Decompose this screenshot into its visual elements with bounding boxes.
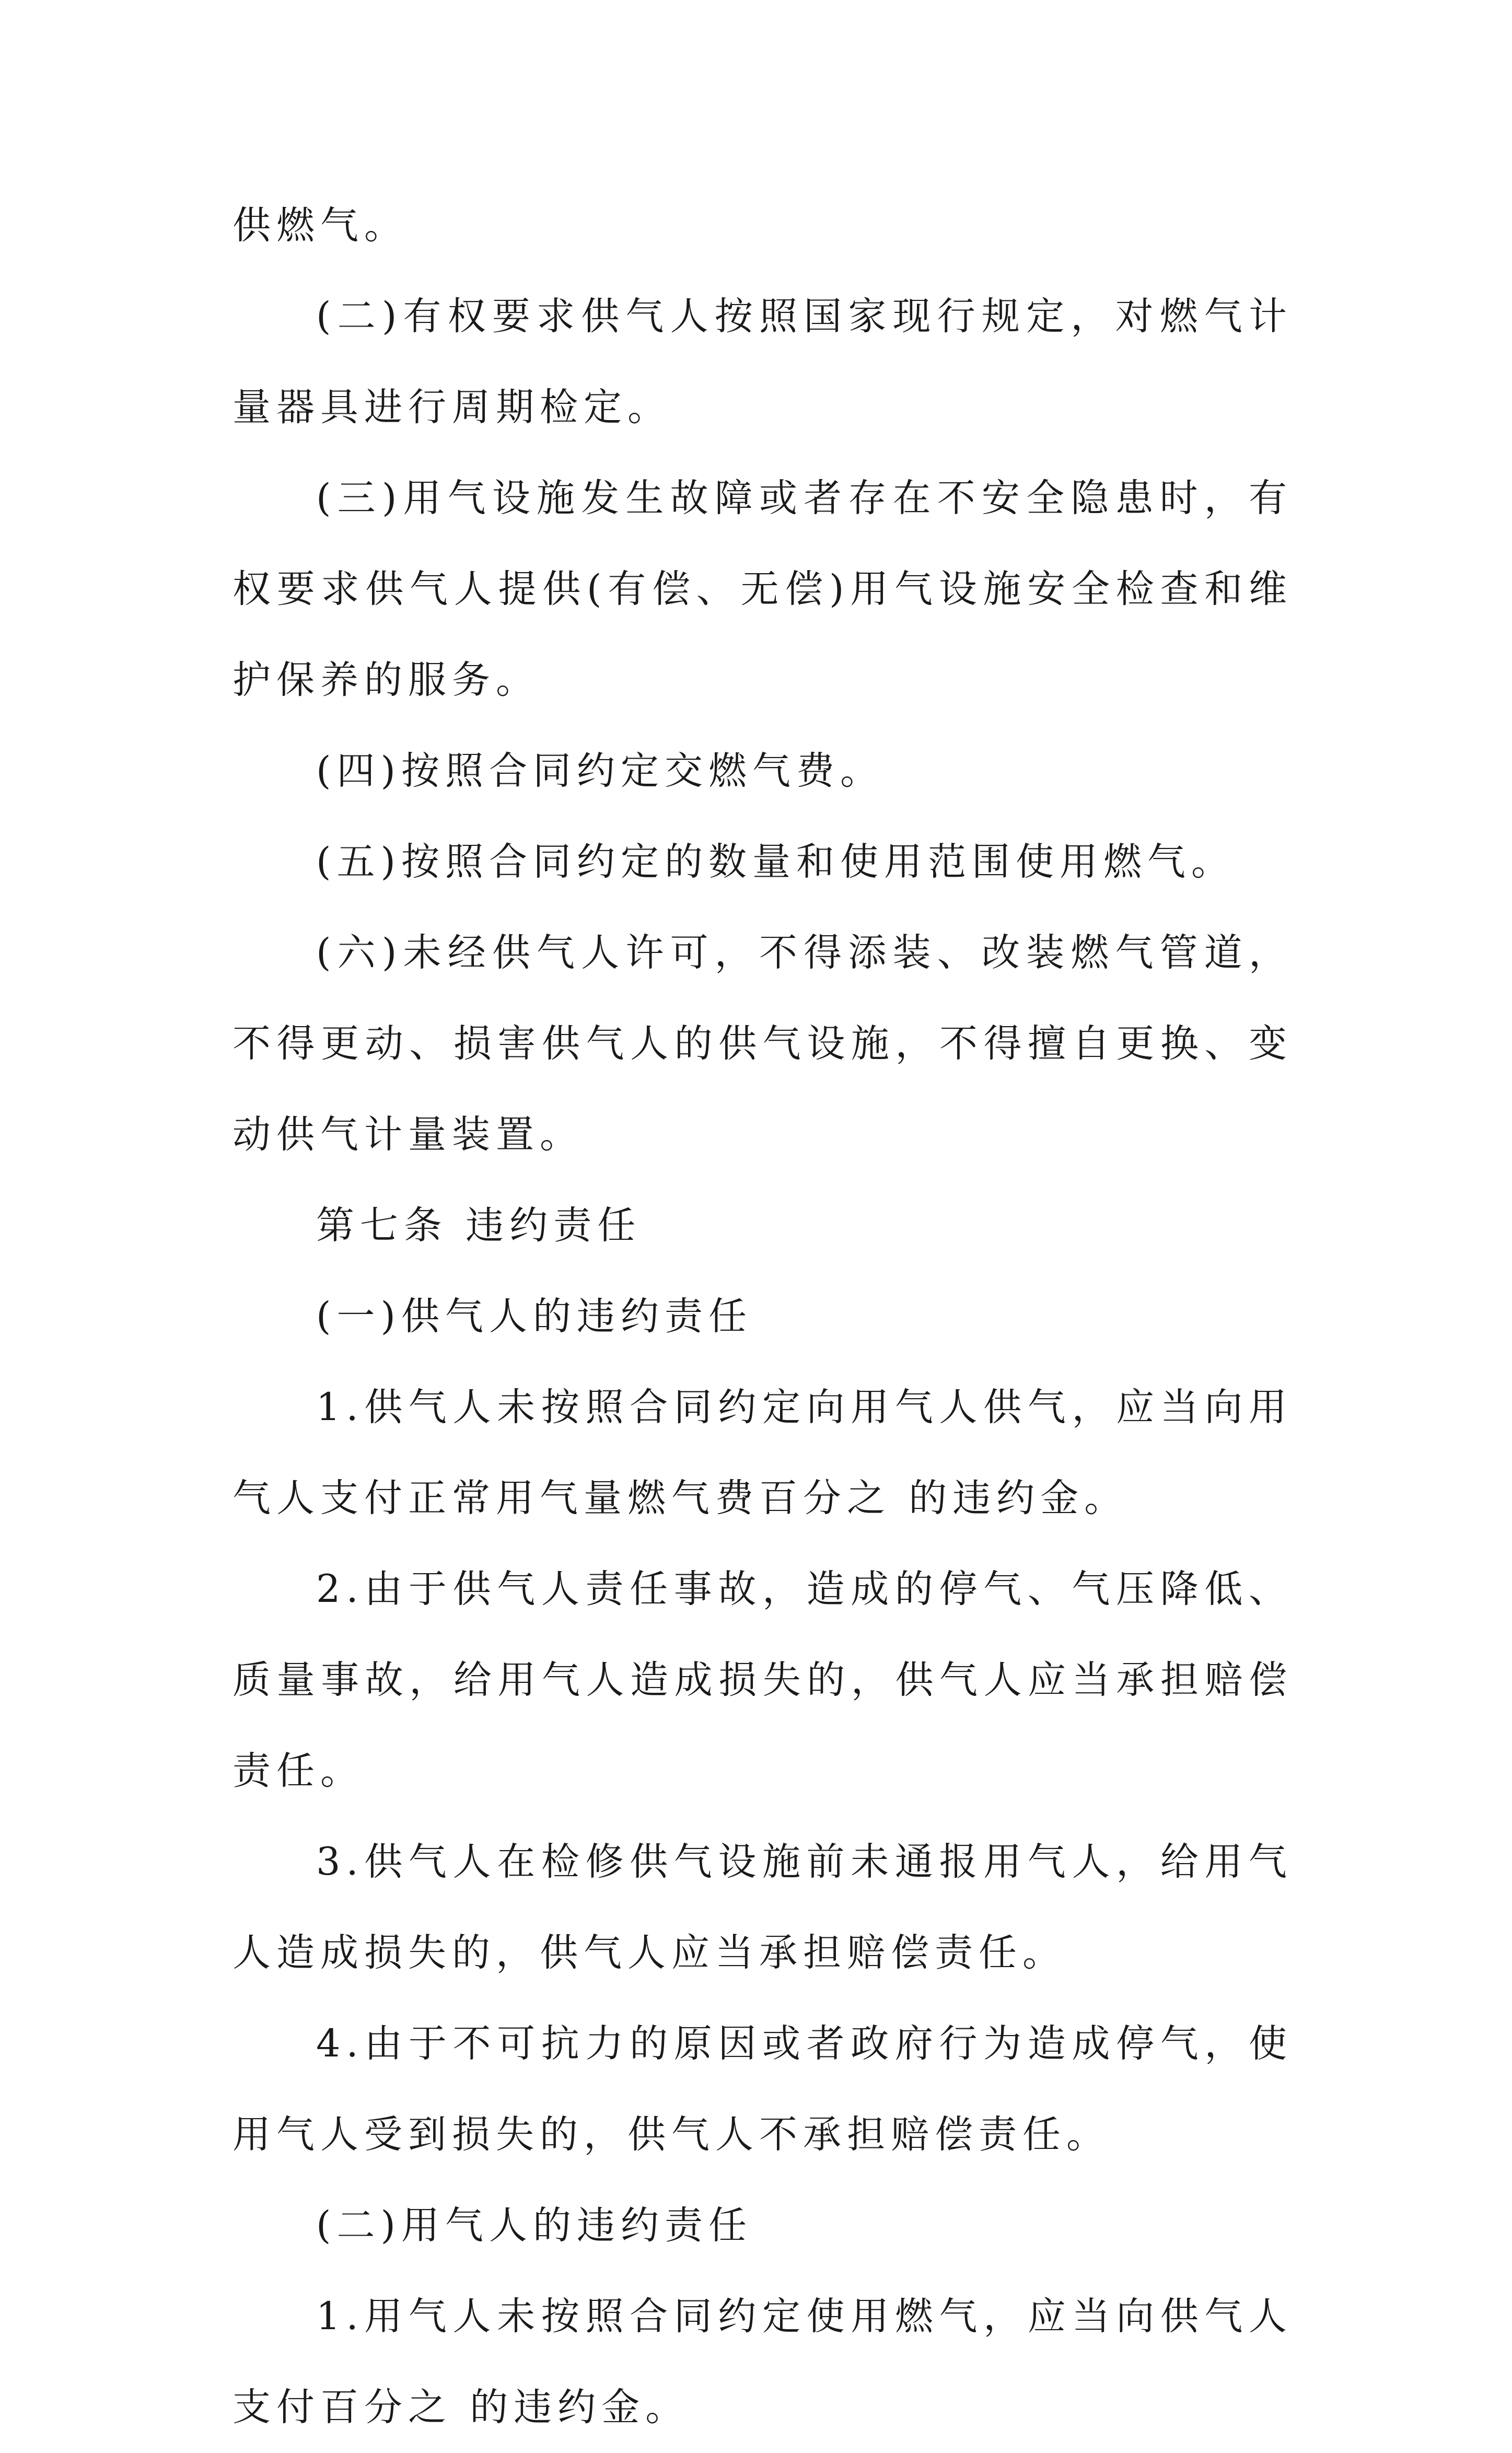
paragraph-supplier-item-1: 1.供气人未按照合同约定向用气人供气，应当向用气人支付正常用气量燃气费百分之 的违约金。	[232, 1385, 1293, 1520]
paragraph-clause-4: (四)按照合同约定交燃气费。	[316, 749, 884, 793]
subheading-supplier-liability: (一)供气人的违约责任	[316, 1294, 752, 1339]
paragraph-user-item-1: 1.用气人未按照合同约定使用燃气，应当向供气人支付百分之 的违约金。	[232, 2294, 1293, 2429]
paragraph-supplier-item-3: 3.供气人在检修供气设施前未通报用气人，给用气人造成损失的，供气人应当承担赔偿责任。	[232, 1840, 1293, 1975]
section-heading-article-7: 第七条 违约责任	[316, 1203, 642, 1248]
paragraph-supplier-item-2: 2.由于供气人责任事故，造成的停气、气压降低、质量事故，给用气人造成损失的，供气人应当承担赔偿责任。	[232, 1567, 1293, 1793]
paragraph-supplier-item-4: 4.由于不可抗力的原因或者政府行为造成停气，使用气人受到损失的，供气人不承担赔偿责任。	[232, 2021, 1293, 2157]
paragraph-clause-5: (五)按照合同约定的数量和使用范围使用燃气。	[316, 840, 1235, 884]
paragraph-clause-2: (二)有权要求供气人按照国家现行规定，对燃气计量器具进行周期检定。	[232, 294, 1293, 429]
paragraph-clause-3: (三)用气设施发生故障或者存在不安全隐患时，有权要求供气人提供(有偿、无偿)用气设施安全检查和维护保养的服务。	[232, 476, 1293, 702]
paragraph-continuation: 供燃气。	[232, 203, 408, 248]
subheading-user-liability: (二)用气人的违约责任	[316, 2203, 752, 2248]
paragraph-clause-6: (六)未经供气人许可，不得添装、改装燃气管道，不得更动、损害供气人的供气设施，不得擅自更换、变动供气计量装置。	[232, 931, 1293, 1157]
